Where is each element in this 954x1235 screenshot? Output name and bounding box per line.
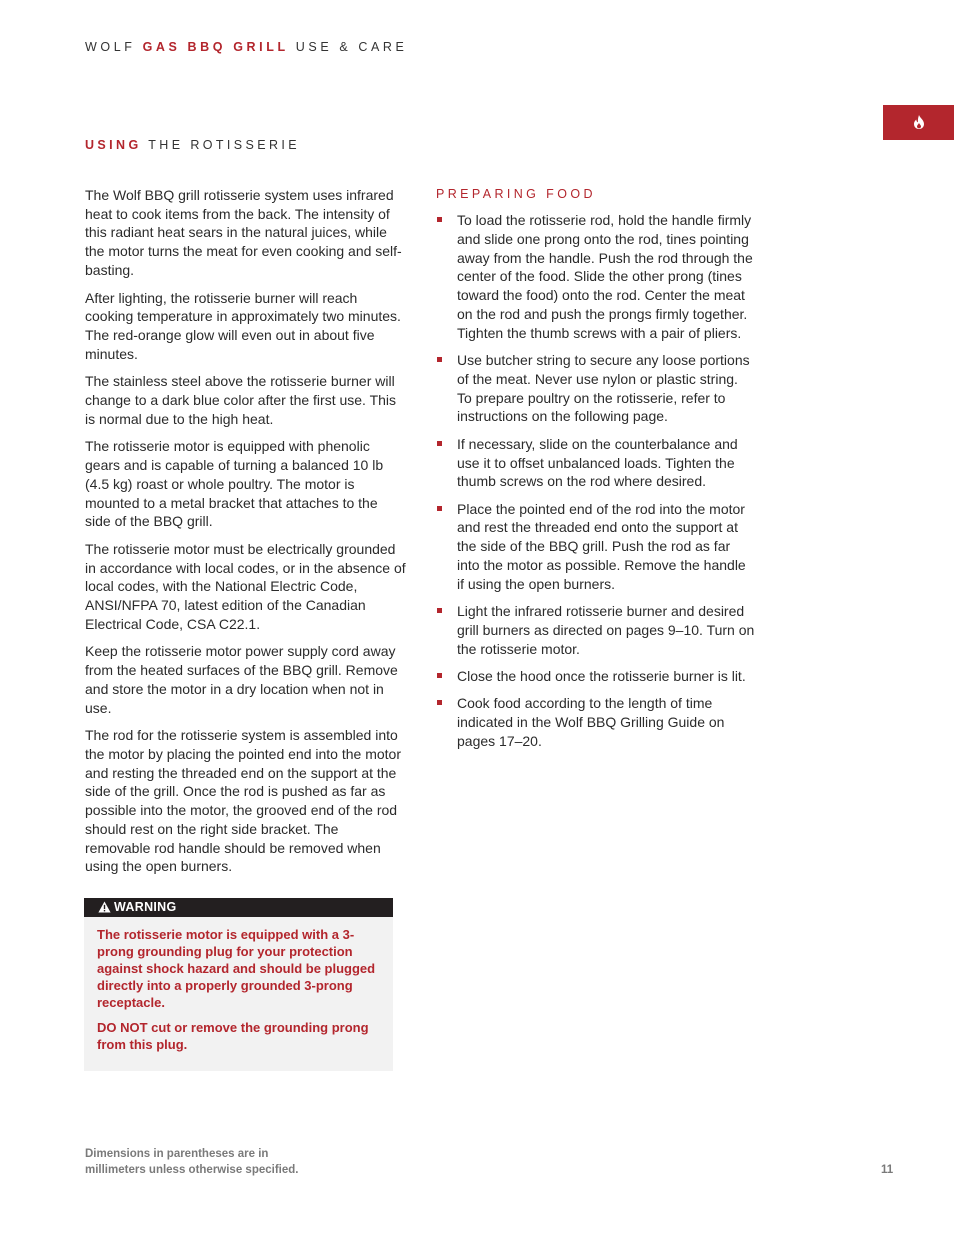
right-column — [436, 186, 756, 759]
body-paragraph: The stainless steel above the rotisserie burner will change to a dark blue color after the first use. This is normal due to the high heat. — [85, 373, 397, 427]
preparing-food-list — [436, 211, 756, 751]
bullet-square-icon — [437, 441, 442, 446]
warning-label: WARNING — [114, 900, 177, 914]
flame-icon — [913, 115, 925, 129]
bullet-square-icon — [437, 506, 442, 511]
left-column — [85, 186, 407, 885]
list-item — [436, 351, 756, 426]
warning-text: DO NOT cut or remove the grounding prong from this plug. — [97, 1020, 369, 1052]
body-paragraph: Keep the rotisserie motor power supply cord away from the heated surfaces of the BBQ grill. Remove and store the motor in a dry location when not in use. — [85, 643, 398, 716]
footnote — [85, 1146, 298, 1178]
bullet-square-icon — [437, 608, 442, 613]
warning-triangle-icon — [98, 901, 111, 913]
list-item — [436, 211, 756, 343]
bullet-square-icon — [437, 217, 442, 222]
warning-text: The rotisserie motor is equipped with a 3-prong grounding plug for your protection against shock hazard and should be plugged directly into a properly grounded 3-prong receptacle. — [97, 927, 376, 1010]
list-item-text: Cook food according to the length of time indicated in the Wolf BBQ Grilling Guide on pages 17–20. — [457, 695, 725, 749]
warning-box — [84, 898, 393, 1071]
section-tab — [883, 105, 954, 140]
list-item-text: Light the infrared rotisserie burner and desired grill burners as directed on pages 9–10. Turn on the rotisserie motor. — [457, 603, 755, 657]
header-prefix: WOLF — [85, 40, 136, 54]
body-paragraph: The Wolf BBQ grill rotisserie system uses infrared heat to cook items from the back. The intensity of this radiant heat sears in the natural juices, while the motor turns the meat for even cooking and self-basting. — [85, 187, 402, 278]
list-item-text: Place the pointed end of the rod into the motor and rest the threaded end onto the support at the side of the BBQ grill. Push the rod as far into the motor as possible. Remove the handle if using the open burners. — [457, 500, 746, 592]
warning-header — [84, 898, 393, 917]
section-title-rest: THE ROTISSERIE — [148, 138, 301, 152]
section-title — [85, 138, 300, 152]
list-item-text: To load the rotisserie rod, hold the handle firmly and slide one prong onto the rod, tines pointing away from the handle. Push the rod through the center of the food. Slide the other prong (tines toward the food) onto the rod. Center the meat on the rod and push the prongs firmly together. Tighten the thumb screws with a pair of pliers. — [457, 212, 753, 341]
warning-body — [84, 917, 393, 1053]
list-item-text: Close the hood once the rotisserie burner is lit. — [457, 668, 746, 685]
header-suffix: USE & CARE — [295, 40, 408, 54]
list-item — [436, 667, 756, 686]
bullet-square-icon — [437, 357, 442, 362]
bullet-square-icon — [437, 700, 442, 705]
list-item — [436, 694, 756, 750]
section-title-accent: USING — [85, 138, 142, 152]
body-paragraph: The rotisserie motor must be electrically grounded in accordance with local codes, or in the absence of local codes, with the National Electric Code, ANSI/NFPA 70, latest edition of the Canadian Electrical Code, CSA C22.1. — [85, 540, 406, 632]
body-paragraph: After lighting, the rotisserie burner will reach cooking temperature in approximately two minutes. The red-orange glow will even out in about five minutes. — [85, 289, 401, 362]
list-item — [436, 435, 756, 491]
bullet-square-icon — [437, 673, 442, 678]
body-paragraph: The rod for the rotisserie system is assembled into the motor by placing the pointed end into the motor and resting the threaded end on the support at the side of the grill. Once the rod is pushed as far as possible into the motor, the grooved end of the rod should rest on the right side bracket. The removable rod handle should be removed when using the open burners. — [85, 727, 401, 875]
body-paragraph: The rotisserie motor is equipped with phenolic gears and is capable of turning a balanced 10 lb (4.5 kg) roast or whole poultry. The motor is mounted to a metal bracket that attaches to the side of the BBQ grill. — [85, 438, 384, 530]
running-header — [85, 40, 408, 54]
header-brand: GAS BBQ GRILL — [142, 40, 289, 54]
list-item — [436, 602, 756, 658]
footnote-line: millimeters unless otherwise specified. — [85, 1164, 299, 1176]
list-item-text: Use butcher string to secure any loose portions of the meat. Never use nylon or plastic string. To prepare poultry on the rotisserie, refer to instructions on the following page. — [457, 352, 750, 425]
preparing-food-heading: PREPARING FOOD — [436, 187, 596, 201]
page-number: 11 — [881, 1164, 894, 1176]
footnote-line: Dimensions in parentheses are in — [85, 1148, 269, 1160]
list-item-text: If necessary, slide on the counterbalance and use it to offset unbalanced loads. Tighten the thumb screws on the rod where desired. — [457, 435, 738, 490]
list-item — [436, 500, 756, 594]
